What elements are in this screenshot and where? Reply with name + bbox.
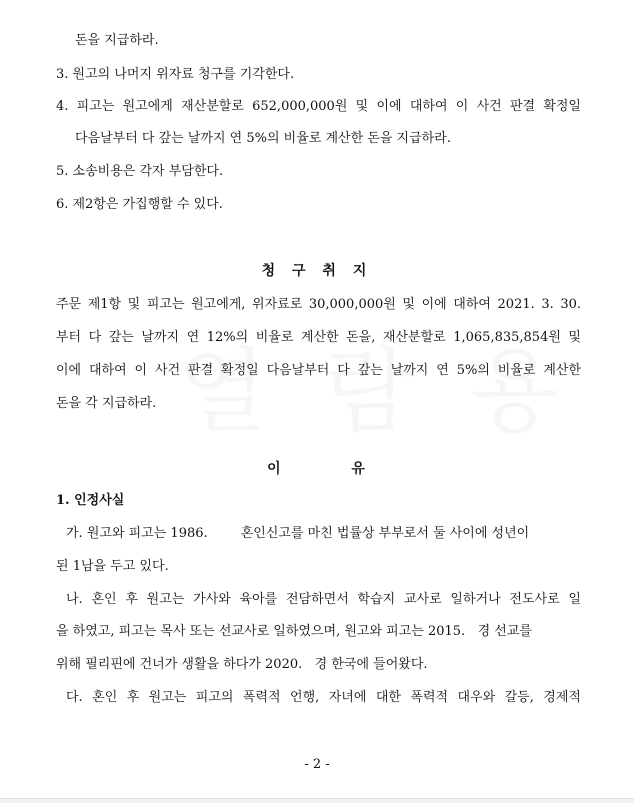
order-item-4: 4. 피고는 원고에게 재산분할로 652,000,000원 및 이에 대하여 이 사건 판결 확정일	[56, 99, 581, 114]
order-item-5: 5. 소송비용은 각자 부담한다.	[56, 164, 224, 179]
order-item-3: 3. 원고의 나머지 위자료 청구를 기각한다.	[56, 67, 295, 82]
order-line-2-continuation: 돈을 지급하라.	[75, 33, 159, 48]
fact-paragraph-na: 나. 혼인 후 원고는 가사와 육아를 전담하면서 학습지 교사로 일하거나 전도사로 일	[66, 592, 581, 607]
viewer-bottom-edge	[0, 798, 634, 803]
fact-paragraph-na-continuation: 위해 필리핀에 건너가 생활을 하다가 2020. 경 한국에 들어왔다.	[56, 657, 428, 672]
fact-paragraph-da: 다. 혼인 후 원고는 피고의 폭력적 언행, 자녀에 대한 폭력적 대우와 갈등, 경제적	[66, 690, 581, 705]
fact-paragraph-ga-continuation: 된 1남을 두고 있다.	[56, 559, 169, 574]
section-title: 1. 인정사실	[56, 493, 125, 508]
order-item-4-continuation: 다음날부터 다 갚는 날까지 연 5%의 비율로 계산한 돈을 지급하라.	[75, 131, 451, 146]
reason-heading: 이 유	[267, 461, 367, 477]
claim-line: 돈을 각 지급하라.	[56, 396, 157, 411]
page-number: - 2 -	[304, 757, 330, 772]
claim-line: 주문 제1항 및 피고는 원고에게, 위자료로 30,000,000원 및 이에 대하여 2021. 3. 30.	[56, 297, 581, 312]
claim-heading: 청 구 취 지	[261, 263, 373, 279]
claim-line: 부터 다 갚는 날까지 연 12%의 비율로 계산한 돈을, 재산분할로 1,065,835,854원 및	[56, 330, 581, 345]
fact-paragraph-na-continuation: 을 하였고, 피고는 목사 또는 선교사로 일하였으며, 원고와 피고는 2015. 경 선교를	[56, 624, 532, 639]
fact-paragraph-ga: 가. 원고와 피고는 1986. 혼인신고를 마친 법률상 부부로서 둘 사이에 성년이	[66, 526, 530, 541]
claim-line: 이에 대하여 이 사건 판결 확정일 다음날부터 다 갚는 날까지 연 5%의 비율로 계산한	[56, 363, 581, 378]
order-item-6: 6. 제2항은 가집행할 수 있다.	[56, 197, 223, 212]
